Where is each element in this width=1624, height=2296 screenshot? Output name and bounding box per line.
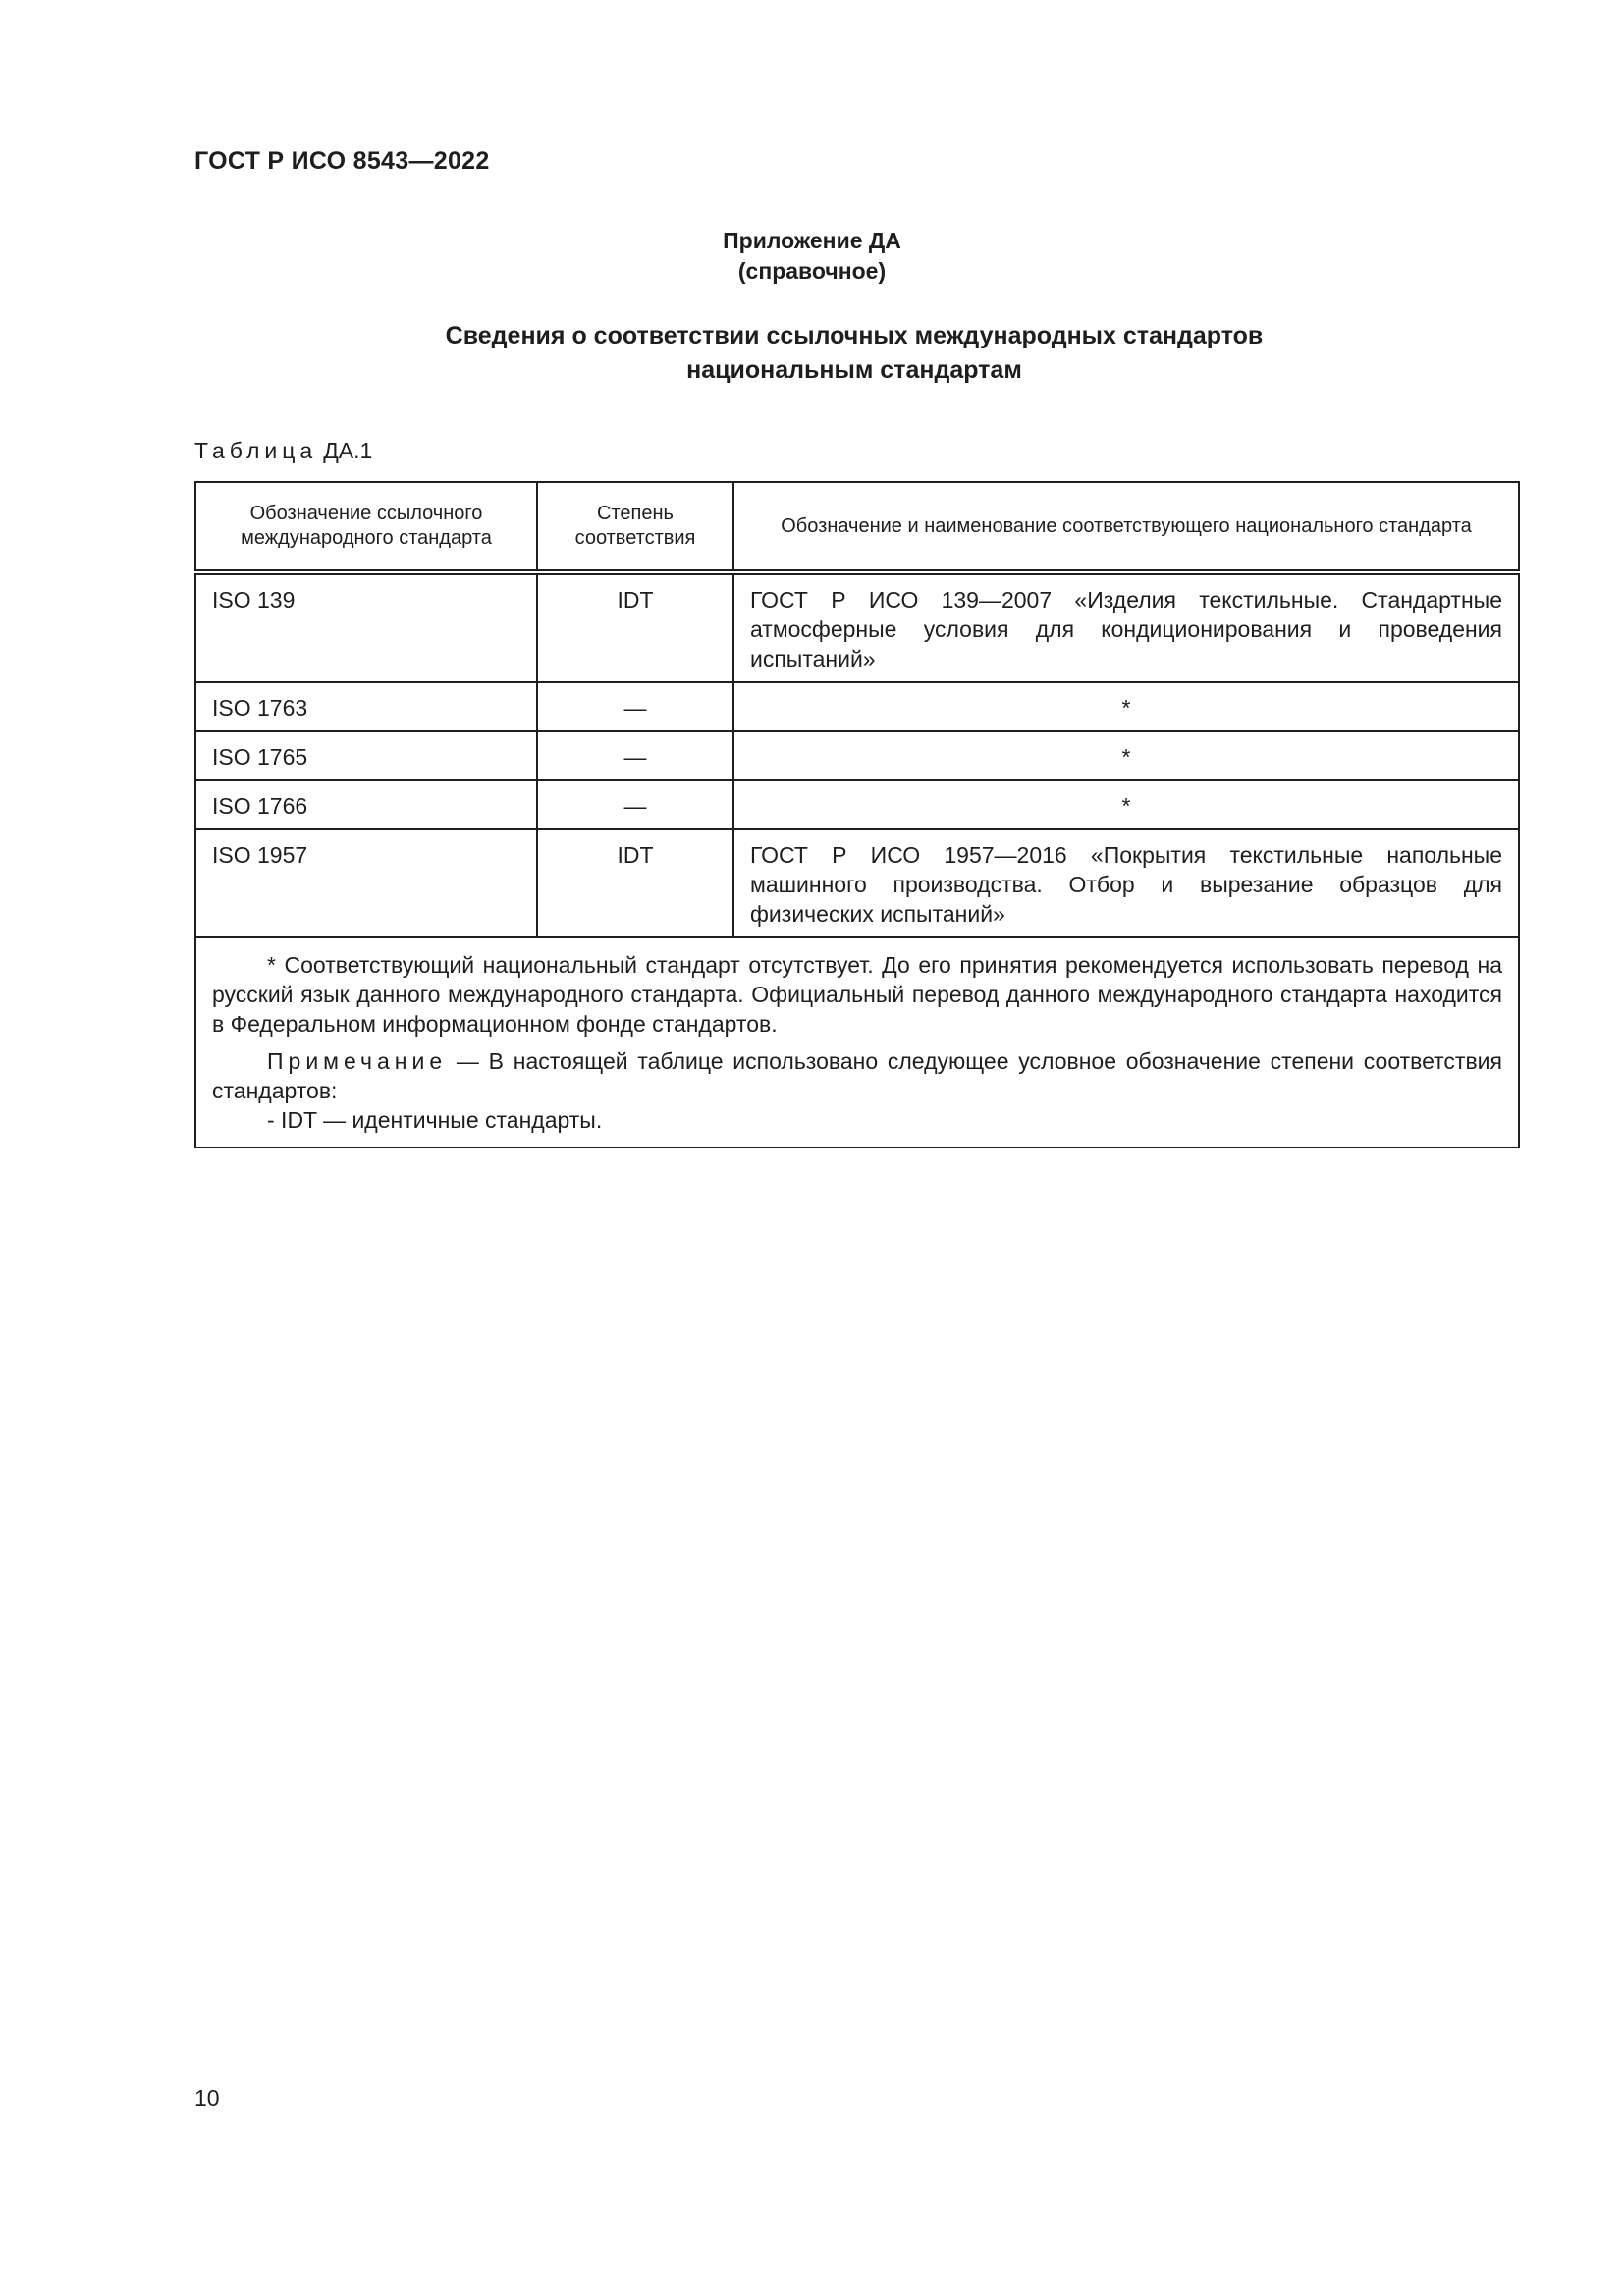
table-footnote: * Соответствующий национальный стандарт отсутствует. До его принятия рекомендуется использовать перевод на русский язык данного международного стандарта. Официальный перевод данного международного стандарта находится в Федеральном информационном фонде стандартов. (212, 952, 1502, 1037)
note-item: - IDT — идентичные стандарты. (267, 1107, 603, 1133)
correspondence-table (194, 481, 1520, 1148)
annex-title-line-1: Сведения о соответствии ссылочных международных стандартов (445, 322, 1264, 349)
annex-title (0, 319, 1624, 388)
annex-label: Приложение ДА (723, 228, 901, 253)
table-caption-number: ДА.1 (323, 438, 373, 463)
header-national-standard: Обозначение и наименование соответствующего национального стандарта (733, 482, 1519, 572)
table-caption-word: Таблица (194, 438, 318, 463)
annex-kind: (справочное) (737, 258, 887, 284)
cell-international-standard: ISO 1766 (195, 780, 537, 829)
table-row (195, 780, 1519, 829)
cell-international-standard: ISO 1763 (195, 682, 537, 731)
cell-degree: IDT (537, 572, 733, 682)
cell-degree: — (537, 780, 733, 829)
annex-title-line-2: национальным стандартам (686, 356, 1022, 384)
table-footer (195, 937, 1519, 1148)
cell-national-standard: * (733, 731, 1519, 780)
header-international-standard: Обозначение ссылочного международного стандарта (195, 482, 537, 572)
document-code: ГОСТ Р ИСО 8543—2022 (194, 147, 490, 175)
header-degree-of-correspondence: Степень соответствия (537, 482, 733, 572)
cell-national-standard: * (733, 780, 1519, 829)
cell-degree: IDT (537, 829, 733, 937)
annex-heading (0, 226, 1624, 287)
table-header-row (195, 482, 1519, 572)
cell-international-standard: ISO 1765 (195, 731, 537, 780)
page-number: 10 (194, 2085, 220, 2110)
cell-international-standard: ISO 1957 (195, 829, 537, 937)
cell-degree: — (537, 682, 733, 731)
cell-degree: — (537, 731, 733, 780)
table-row (195, 682, 1519, 731)
table-row (195, 731, 1519, 780)
table-note (212, 1046, 1502, 1105)
cell-international-standard: ISO 139 (195, 572, 537, 682)
table-footer-row (195, 937, 1519, 1148)
note-text: — В настоящей таблице использовано следующее условное обозначение степени соответствия стандартов: (212, 1048, 1502, 1103)
note-label: Примечание (267, 1048, 448, 1074)
cell-national-standard: ГОСТ Р ИСО 139—2007 «Изделия текстильные. Стандартные атмосферные условия для кондиционирования и проведения испытаний» (733, 572, 1519, 682)
cell-national-standard: * (733, 682, 1519, 731)
cell-national-standard: ГОСТ Р ИСО 1957—2016 «Покрытия текстильные напольные машинного производства. Отбор и вырезание образцов для физических испытаний» (733, 829, 1519, 937)
table-row (195, 572, 1519, 682)
table-caption (194, 438, 372, 464)
table-row (195, 829, 1519, 937)
